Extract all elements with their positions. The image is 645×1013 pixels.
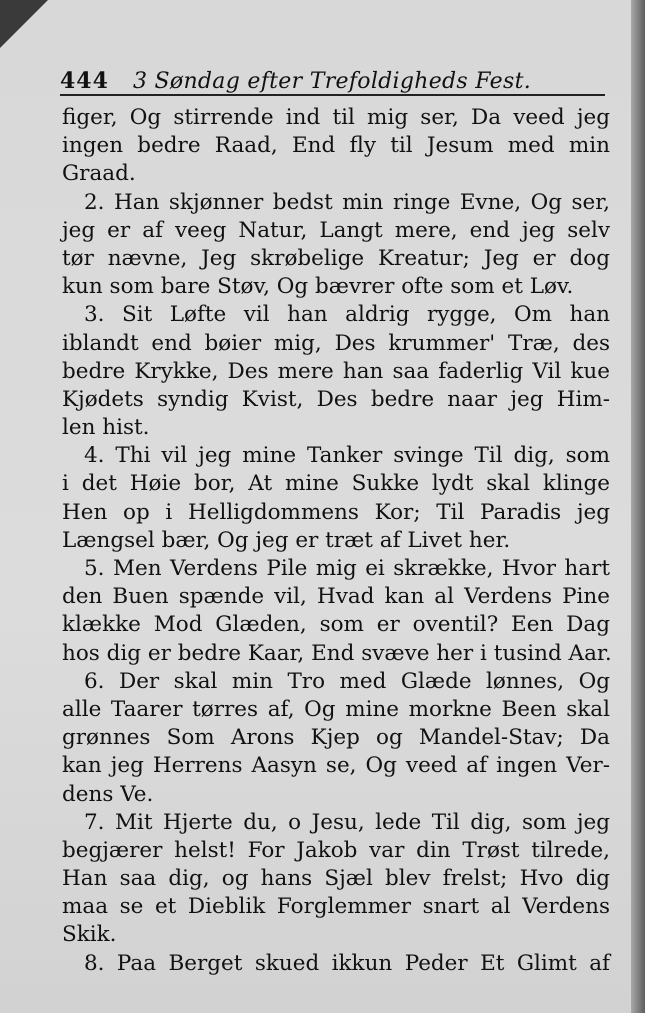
text-line: 3. Sit Løfte vil han aldrig rygge, Om han bbox=[84, 302, 610, 328]
text-line: 7. Mit Hjerte du, o Jesu, lede Til dig, som jeg bbox=[84, 809, 610, 835]
text-line: 6. Der skal min Tro med Glæde lønnes, Og bbox=[84, 668, 610, 694]
text-line: 5. Men Verdens Pile mig ei skrække, Hvor hart bbox=[84, 556, 610, 581]
text-line: Hen op i Helligdommens Kor; Til Paradis jeg bbox=[62, 499, 610, 525]
text-line: Skik. bbox=[62, 922, 117, 948]
text-line: dens Ve. bbox=[62, 781, 154, 807]
text-line: alle Taarer tørres af, Og mine morkne Been skal bbox=[62, 696, 610, 722]
text-line: maa se et Dieblik Forglemmer snart al Verdens bbox=[62, 894, 610, 920]
text-line: grønnes Som Arons Kjep og Mandel-Stav; Da bbox=[62, 725, 610, 751]
running-title: 3 Søndag efter Trefoldigheds Fest. bbox=[132, 69, 532, 94]
page-header bbox=[60, 60, 605, 96]
text-line: Han saa dig, og hans Sjæl blev frelst; Hvo dig bbox=[62, 866, 610, 892]
text-line: len hist. bbox=[62, 415, 150, 441]
text-line: klække Mod Glæden, som er oventil? Een Dag bbox=[62, 612, 610, 638]
page-edge-shadow bbox=[631, 0, 645, 1013]
text-line: bedre Krykke, Des mere han saa faderlig Vil kue bbox=[62, 358, 610, 384]
text-line: 2. Han skjønner bedst min ringe Evne, Og ser, bbox=[84, 189, 610, 215]
text-line: begjærer helst! For Jakob var din Trøst tilrede, bbox=[62, 837, 610, 863]
text-line: kun som bare Støv, Og bævrer ofte som et Løv. bbox=[62, 274, 574, 300]
text-line: Længsel bær, Og jeg er træt af Livet her. bbox=[62, 527, 511, 553]
text-line: Graad. bbox=[62, 161, 136, 187]
text-line: i det Høie bor, At mine Sukke lydt skal klinge bbox=[62, 471, 610, 497]
page-corner-shadow bbox=[0, 0, 48, 48]
page-number: 444 bbox=[60, 68, 109, 94]
text-line: 4. Thi vil jeg mine Tanker svinge Til dig, som bbox=[84, 443, 610, 469]
text-line: 8. Paa Berget skued ikkun Peder Et Glimt af bbox=[84, 950, 610, 976]
hymn-text bbox=[62, 104, 610, 978]
text-line: den Buen spænde vil, Hvad kan al Verdens Pine bbox=[62, 584, 610, 610]
text-line: Kjødets syndig Kvist, Des bedre naar jeg Him- bbox=[62, 386, 610, 412]
text-line: jeg er af veeg Natur, Langt mere, end jeg selv bbox=[62, 217, 610, 243]
text-line: iblandt end bøier mig, Des krummer' Træ, des bbox=[62, 330, 610, 356]
text-line: hos dig er bedre Kaar, End svæve her i tusind Aar. bbox=[62, 640, 612, 666]
text-line: ingen bedre Raad, End fly til Jesum med min bbox=[62, 133, 610, 159]
text-line: kan jeg Herrens Aasyn se, Og veed af ingen Ver- bbox=[62, 753, 610, 779]
text-line: figer, Og stirrende ind til mig ser, Da veed jeg bbox=[62, 105, 610, 130]
text-line: tør nævne, Jeg skrøbelige Kreatur; Jeg er dog bbox=[62, 245, 610, 271]
